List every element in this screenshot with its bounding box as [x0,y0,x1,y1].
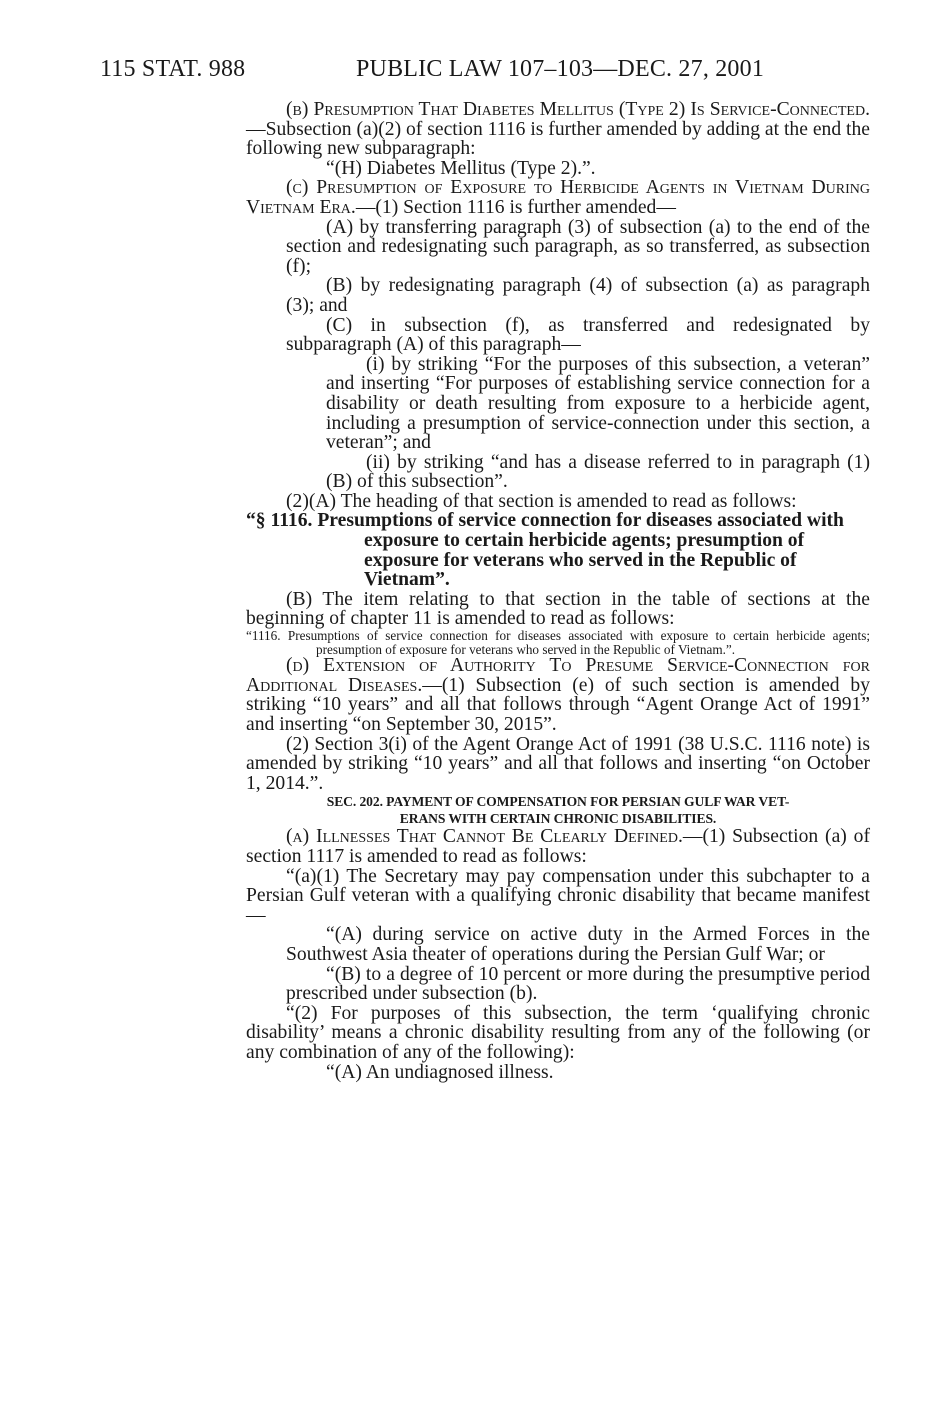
paragraph-d-heading: (d) Extension of Authority To Presume Service-Connection for Additional Diseases. [246,655,870,696]
paragraph-d-text: —(1) Subsection (e) of such section is amended by striking “10 years” and all that follows through “Agent Orange Act of 1991” and inserting “on September 30, 2015”. [246,674,870,735]
paragraph-c-C-i: (i) by striking “For the purposes of this subsection, a veteran” and inserting “For purposes of establishing service connection for a disability or death resulting from exposure to a herbicide agent, including a presumption of service-connection under this section, a veteran”; and [326,353,870,454]
paragraph-b [246,100,870,159]
paragraph-b-text: —Subsection (a)(2) of section 1116 is further amended by adding at the end the following new subparagraph: [246,118,870,160]
paragraph-a-heading: (a) Illnesses That Cannot Be Clearly Defined. [286,826,683,848]
paragraph-a1: “(a)(1) The Secretary may pay compensation under this subchapter to a Persian Gulf veteran with a qualifying chronic disability that became manifest— [246,865,870,926]
paragraph-c-C: (C) in subsection (f), as transferred and redesignated by subparagraph (A) of this paragraph— [286,314,870,356]
paragraph-a2: “(2) For purposes of this subsection, the term ‘qualifying chronic disability’ means a chronic disability resulting from any of the following (or any combination of any of the following): [246,1002,870,1063]
section-202-heading-line1: SEC. 202. PAYMENT OF COMPENSATION FOR PERSIAN GULF WAR VET- [326,794,790,810]
table-of-sections-item: “1116. Presumptions of service connection for diseases associated with exposure to certain herbicide agents; presumption of exposure for veterans who served in the Republic of Vietnam.”. [246,628,870,657]
paragraph-c-2B: (B) The item relating to that section in the table of sections at the beginning of chapter 11 is amended to read as follows: [246,588,870,630]
section-1116-heading: “§ 1116. Presumptions of service connection for diseases associated with exposure to certain herbicide agents; presumption of exposure for veterans who served in the Republic of Vietnam”. [246,510,844,591]
paragraph-c-C-ii: (ii) by striking “and has a disease referred to in paragraph (1)(B) of this subsection”. [326,451,870,493]
paragraph-c-2A: (2)(A) The heading of that section is amended to read as follows: [286,490,797,512]
paragraph-c-heading: (c) Presumption of Exposure to Herbicide Agents in Vietnam During Vietnam Era. [246,177,870,218]
paragraph-b-quote: “(H) Diabetes Mellitus (Type 2).”. [326,157,596,179]
paragraph-a [246,827,870,866]
paragraph-a1-B: “(B) to a degree of 10 percent or more during the presumptive period prescribed under subsection (b). [286,963,870,1005]
paragraph-c-B: (B) by redesignating paragraph (4) of subsection (a) as paragraph (3); and [286,275,870,316]
section-202-heading [246,793,870,827]
paragraph-d [246,656,870,734]
running-header: PUBLIC LAW 107–103—DEC. 27, 2001 [356,56,765,82]
paragraph-a1-A: “(A) during service on active duty in the Armed Forces in the Southwest Asia theater of operations during the Persian Gulf War; or [286,924,870,965]
paragraph-a-text: —(1) Subsection (a) of section 1117 is amended to read as follows: [246,826,870,867]
paragraph-a2-A: “(A) An undiagnosed illness. [326,1061,554,1083]
paragraph-c-text: —(1) Section 1116 is further amended— [355,196,676,218]
section-202-heading-line2: ERANS WITH CERTAIN CHRONIC DISABILITIES. [399,811,717,827]
paragraph-c-A: (A) by transferring paragraph (3) of subsection (a) to the end of the section and redesignating such paragraph, as so transferred, as subsection (f); [286,216,870,277]
page-stat-reference: 115 STAT. 988 [100,56,246,82]
paragraph-b-heading: (b) Presumption That Diabetes Mellitus (Type 2) Is Service-Connected. [286,99,870,120]
body-text [246,100,870,1082]
paragraph-d-2: (2) Section 3(i) of the Agent Orange Act of 1991 (38 U.S.C. 1116 note) is amended by striking “10 years” and all that follows and inserting “on October 1, 2014.”. [246,733,870,794]
paragraph-c [246,178,870,217]
